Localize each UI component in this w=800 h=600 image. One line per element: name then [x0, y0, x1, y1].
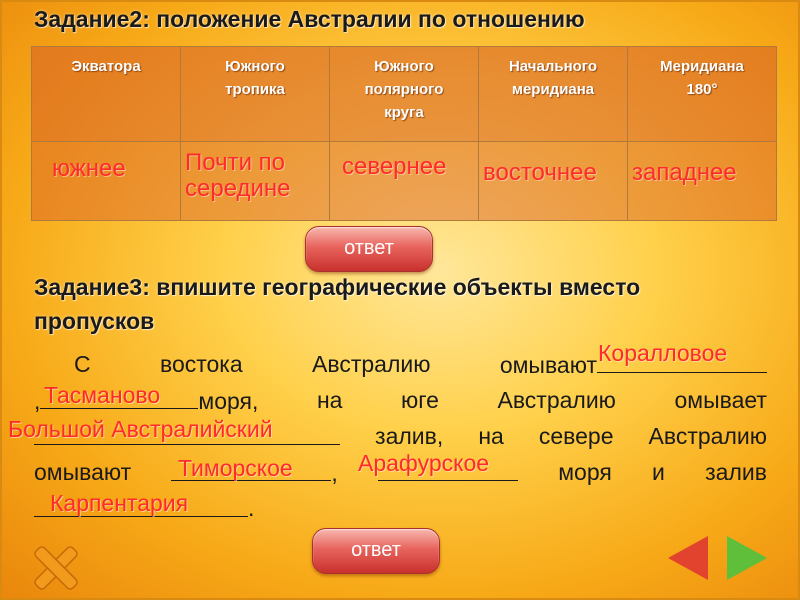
text-word: Австралию: [648, 423, 767, 449]
text-word: и: [652, 459, 665, 485]
text-word: залив,: [375, 423, 444, 449]
answer-cell: [330, 142, 479, 221]
task2-title: Задание2: положение Австралии по отношению: [34, 6, 585, 32]
text-word: моря,: [198, 388, 259, 414]
text-word: Австралию: [312, 351, 431, 377]
task3-title: Задание3: впишите географические объекты вместо пропусков: [34, 274, 641, 334]
text-word: моря: [558, 459, 612, 485]
answer-meridian-180: западнее: [632, 159, 737, 186]
text-word: омывают: [34, 459, 132, 485]
fill-gulf-of-carpentaria: Карпентария: [50, 490, 189, 516]
header-polar-circle: Южного полярного круга: [330, 47, 479, 142]
fill-arafura-sea: Арафурское: [358, 450, 490, 476]
text-word: севере: [538, 423, 614, 449]
header-equator: Экватора: [32, 47, 181, 142]
answer-polar-circle: севернее: [342, 153, 447, 180]
text-word: востока: [159, 351, 243, 377]
table-answer-row: [32, 142, 777, 221]
close-x-icon[interactable]: [28, 540, 84, 596]
fill-great-australian-bight: Большой Австралийский: [8, 416, 273, 442]
answer-tropic: Почти по середине: [185, 149, 291, 202]
answer-prime-meridian: восточнее: [483, 159, 597, 186]
text-word: на: [478, 423, 504, 449]
answer-equator: южнее: [52, 155, 126, 182]
header-prime-meridian: Начального меридиана: [479, 47, 628, 142]
text-word: Австралию: [497, 387, 616, 413]
text-word: .: [248, 495, 255, 521]
table-header-row: [32, 47, 777, 142]
answer-cell: [628, 142, 777, 221]
answer-cell: [181, 142, 330, 221]
fill-timor-sea: Тиморское: [178, 455, 293, 481]
text-word: залив: [705, 459, 767, 485]
arrow-right-icon[interactable]: [727, 536, 767, 580]
text-word: С: [74, 351, 91, 377]
fill-tasman-sea: Тасманово: [44, 382, 161, 408]
header-tropic: Южного тропика: [181, 47, 330, 142]
answer-cell: [32, 142, 181, 221]
fill-coral-sea: Коралловое: [598, 340, 728, 366]
text-word: омывает: [674, 387, 767, 413]
position-table: [31, 46, 777, 221]
text-word: юге: [401, 387, 439, 413]
header-meridian-180: Меридиана 180°: [628, 47, 777, 142]
text-word: ,: [331, 460, 338, 486]
text-word: ,: [34, 388, 41, 414]
answer-cell: [479, 142, 628, 221]
answer-button-task2[interactable]: ответ: [305, 226, 433, 272]
arrow-left-icon[interactable]: [668, 536, 708, 580]
text-word: омывают: [499, 352, 597, 378]
answer-button-task3[interactable]: ответ: [312, 528, 440, 574]
text-word: на: [316, 387, 343, 413]
